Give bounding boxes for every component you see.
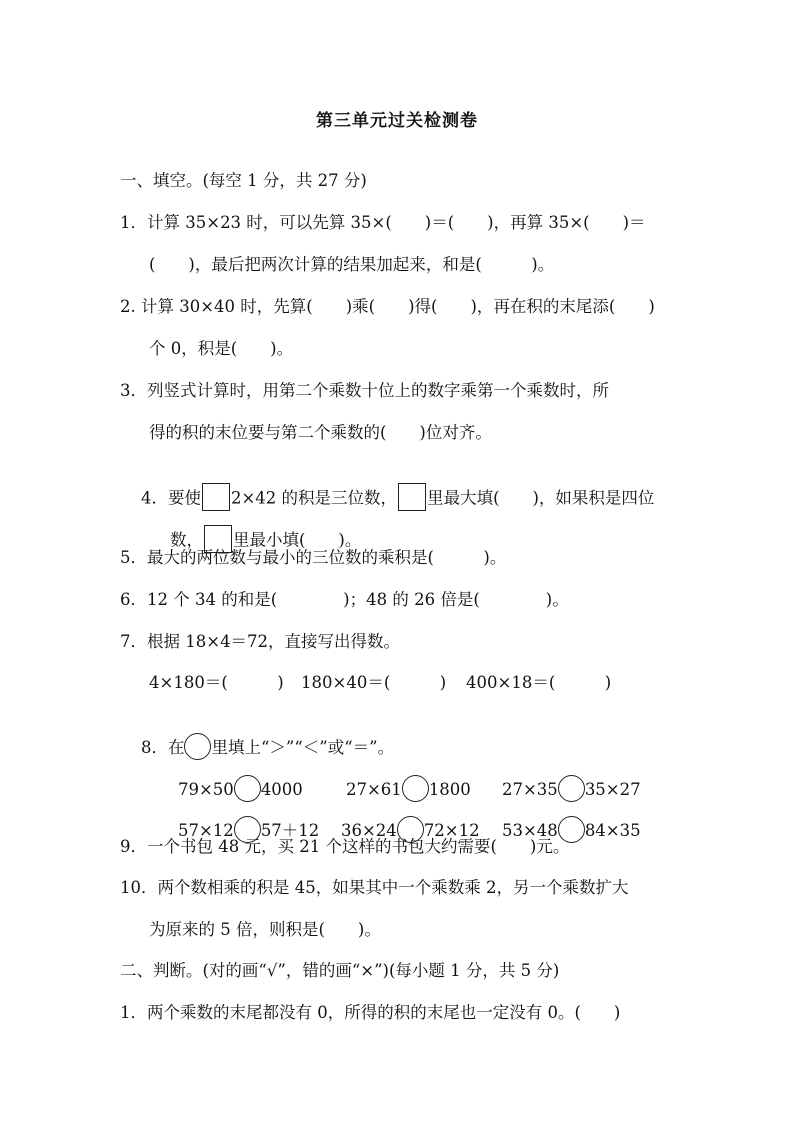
compare-item — [481, 792, 641, 871]
answer-box[interactable] — [398, 483, 426, 511]
q8-text-a: 8．在 — [140, 738, 185, 757]
section-1-heading: 一、填空。(每空 1 分，共 27 分) — [120, 171, 367, 190]
compare-right: 35×27 — [584, 780, 641, 799]
q1-line-2: ( )，最后把两次计算的结果加起来，和是( )。 — [149, 255, 555, 274]
q7-item: 4×180＝( ) — [149, 673, 284, 692]
q1-line-1: 1．计算 35×23 时，可以先算 35×( )＝( )，再算 35×( )＝ — [120, 213, 646, 232]
section-2-heading: 二、判断。(对的画“√”，错的画“×”)(每小题 1 分，共 5 分) — [120, 961, 560, 980]
compare-right: 72×12 — [423, 821, 480, 840]
q4-text-c: 里最大填( )，如果积是四位 — [427, 488, 655, 508]
q8-text-b: 里填上“＞”“＜”或“＝”。 — [211, 738, 395, 757]
compare-left: 27×35 — [501, 780, 558, 799]
compare-left: 57×12 — [177, 821, 234, 840]
q6: 6．12 个 34 的和是( )；48 的 26 倍是( )。 — [120, 590, 569, 609]
q3-line-1: 3．列竖式计算时，用第二个乘数十位上的数字乘第一个乘数时，所 — [120, 381, 609, 400]
q5: 5．最大的两位数与最小的三位数的乘积是( )。 — [120, 548, 507, 567]
q2-line-2: 个 0，积是( )。 — [149, 339, 294, 358]
q4-text-a: 4．要使 — [140, 488, 201, 508]
q7-line-1: 7．根据 18×4＝72，直接写出得数。 — [120, 632, 401, 651]
q2-line-1: 2. 计算 30×40 时，先算( )乘( )得( )，再在积的末尾添( ) — [120, 297, 655, 316]
compare-left: 27×61 — [345, 780, 402, 799]
q4-text-e: 里最小填( )。 — [232, 530, 362, 550]
compare-item — [320, 792, 480, 871]
compare-left: 79×50 — [177, 780, 234, 799]
q7-item: 400×18＝( ) — [466, 673, 612, 692]
q3-line-2: 得的积的末位要与第二个乘数的( )位对齐。 — [149, 423, 492, 442]
compare-right: 1800 — [428, 780, 471, 799]
compare-item — [157, 792, 319, 871]
compare-right: 4000 — [260, 780, 303, 799]
q10-line-1: 10．两个数相乘的积是 45，如果其中一个乘数乘 2，另一个乘数扩大 — [120, 878, 629, 897]
judge-q1: 1．两个乘数的末尾都没有 0，所得的积的末尾也一定没有 0。( ) — [120, 1003, 621, 1022]
q10-line-2: 为原来的 5 倍，则积是( )。 — [149, 920, 381, 939]
page-title: 第三单元过关检测卷 — [316, 111, 478, 131]
q4-text-b: 2×42 的积是三位数， — [230, 488, 398, 508]
compare-right: 84×35 — [584, 821, 641, 840]
q7-item: 180×40＝( ) — [301, 673, 447, 692]
compare-left: 53×48 — [501, 821, 558, 840]
compare-right: 57＋12 — [260, 821, 320, 840]
q9: 9．一个书包 48 元，买 21 个这样的书包大约需要( )元。 — [120, 837, 570, 856]
q4-text-d: 数， — [169, 530, 203, 550]
compare-left: 36×24 — [340, 821, 397, 840]
